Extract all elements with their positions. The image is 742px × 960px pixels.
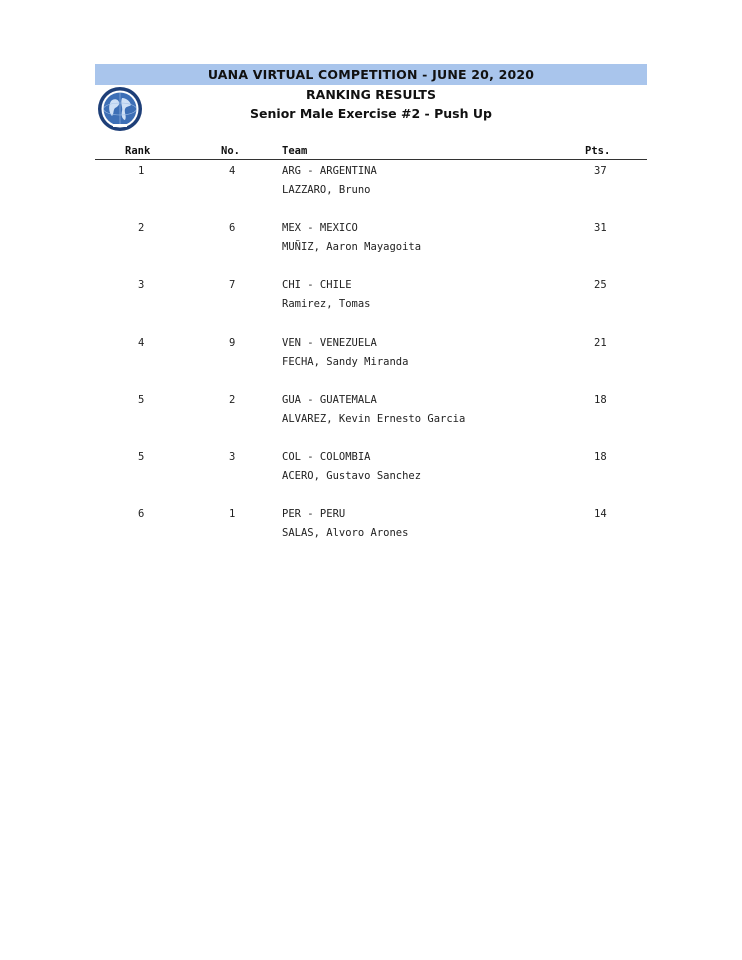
column-header-no: No. — [221, 145, 240, 157]
table-row — [95, 391, 647, 448]
number-cell: 4 — [229, 165, 236, 177]
rank-cell: 1 — [138, 165, 145, 177]
rank-cell: 6 — [138, 508, 145, 521]
rank-cell: 2 — [138, 222, 145, 235]
rank-cell: 3 — [138, 279, 145, 292]
number-cell: 3 — [229, 450, 236, 463]
team-cell: COL - COLOMBIA — [282, 450, 371, 463]
column-header-team: Team — [282, 145, 308, 157]
athlete-cell: SALAS, Alvoro Arones — [282, 527, 409, 540]
table-row — [95, 219, 647, 276]
number-cell: 2 — [229, 393, 236, 406]
athlete-cell: ALVAREZ, Kevin Ernesto Garcia — [282, 412, 466, 425]
points-cell: 21 — [594, 336, 607, 349]
team-cell: CHI - CHILE — [282, 279, 352, 292]
rank-cell: 5 — [138, 393, 145, 406]
number-cell: 6 — [229, 222, 236, 235]
table-row — [95, 334, 647, 391]
points-cell: 25 — [594, 279, 607, 292]
points-cell: 31 — [594, 222, 607, 235]
number-cell: 9 — [229, 336, 236, 349]
team-cell: GUA - GUATEMALA — [282, 393, 377, 406]
rank-cell: 4 — [138, 336, 145, 349]
points-cell: 18 — [594, 393, 607, 406]
rank-cell: 5 — [138, 450, 145, 463]
table-row — [95, 505, 647, 562]
points-cell: 14 — [594, 508, 607, 521]
team-cell: VEN - VENEZUELA — [282, 336, 377, 349]
athlete-cell: MUÑIZ, Aaron Mayagoita — [282, 241, 422, 254]
table-header — [95, 144, 647, 160]
team-cell: PER - PERU — [282, 508, 346, 521]
athlete-cell: Ramirez, Tomas — [282, 298, 371, 311]
athlete-cell: LAZZARO, Bruno — [282, 184, 371, 196]
page-title: RANKING RESULTS — [306, 87, 436, 102]
athlete-cell: ACERO, Gustavo Sanchez — [282, 469, 422, 482]
team-cell: MEX - MEXICO — [282, 222, 358, 235]
number-cell: 7 — [229, 279, 236, 292]
team-cell: ARG - ARGENTINA — [282, 165, 377, 177]
competition-banner: UANA VIRTUAL COMPETITION - JUNE 20, 2020 — [95, 64, 647, 85]
points-cell: 37 — [594, 165, 607, 177]
column-header-rank: Rank — [125, 145, 151, 157]
table-row — [95, 448, 647, 505]
event-subtitle: Senior Male Exercise #2 - Push Up — [250, 106, 492, 121]
points-cell: 18 — [594, 450, 607, 463]
athlete-cell: FECHA, Sandy Miranda — [282, 355, 409, 368]
table-row — [95, 162, 647, 219]
results-table — [95, 162, 647, 562]
column-header-pts: Pts. — [585, 145, 611, 157]
table-row — [95, 276, 647, 333]
number-cell: 1 — [229, 508, 236, 521]
